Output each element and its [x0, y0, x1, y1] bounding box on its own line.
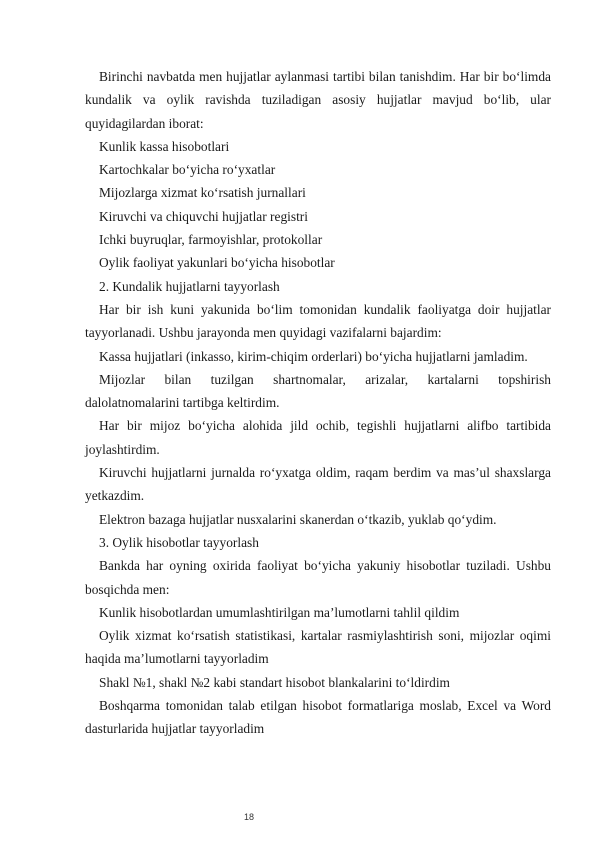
list-item: Mijozlar bilan tuzilgan shartnomalar, arizalar, kartalarni topshirish dalolatnomalarini tartibga keltirdim.	[85, 371, 551, 411]
list-item: Oylik faoliyat yakunlari bo‘yicha hisobotlar	[99, 255, 335, 271]
list-item: Kiruvchi va chiquvchi hujjatlar registri	[99, 208, 308, 224]
body-paragraph: Har bir ish kuni yakunida bo‘lim tomonidan kundalik faoliyatga doir hujjatlar tayyorlanadi. Ushbu jarayonda men quyidagi vazifalarni bajardim:	[85, 301, 551, 341]
list-item: Har bir mijoz bo‘yicha alohida jild ochib, tegishli hujjatlarni alifbo tartibida joylashtirdim.	[85, 418, 551, 457]
list-item: Ichki buyruqlar, farmoyishlar, protokollar	[99, 232, 323, 248]
list-item: Elektron bazaga hujjatlar nusxalarini skanerdan o‘tkazib, yuklab qo‘ydim.	[99, 511, 497, 527]
list-item: Kunlik hisobotlardan umumlashtirilgan ma’lumotlarni tahlil qildim	[99, 604, 460, 620]
list-item: Mijozlarga xizmat ko‘rsatish jurnallari	[99, 185, 306, 201]
body-paragraph: Bankda har oyning oxirida faoliyat bo‘yicha yakuniy hisobotlar tuziladi. Ushbu bosqichda men:	[85, 558, 551, 597]
section-heading: 2. Kundalik hujjatlarni tayyorlash	[99, 278, 280, 294]
list-item: Oylik xizmat ko‘rsatish statistikasi, kartalar rasmiylashtirish soni, mijozlar oqimi haqida ma’lumotlarni tayyorladim	[85, 628, 551, 667]
list-item: Kiruvchi hujjatlarni jurnalda ro‘yxatga oldim, raqam berdim va mas’ul shaxslarga yetkazdim.	[85, 465, 551, 504]
list-item: Boshqarma tomonidan talab etilgan hisobot formatlariga moslab, Excel va Word dasturlarida hujjatlar tayyorladim	[85, 698, 551, 737]
intro-paragraph: Birinchi navbatda men hujjatlar aylanmasi tartibi bilan tanishdim. Har bir bo‘limda kundalik va oylik ravishda tuziladigan asosiy hujjatlar mavjud bo‘lib, ular quyidagilardan iborat:	[85, 69, 551, 131]
list-item: Kassa hujjatlari (inkasso, kirim-chiqim orderlari) bo‘yicha hujjatlarni jamladim.	[99, 348, 528, 364]
page-number: 18	[244, 812, 255, 822]
section-heading: 3. Oylik hisobotlar tayyorlash	[99, 534, 259, 550]
list-item: Kunlik kassa hisobotlari	[99, 138, 230, 154]
document-body	[85, 65, 551, 741]
list-item: Shakl №1, shakl №2 kabi standart hisobot blankalarini to‘ldirdim	[99, 674, 450, 690]
list-item: Kartochkalar bo‘yicha ro‘yxatlar	[99, 162, 276, 178]
